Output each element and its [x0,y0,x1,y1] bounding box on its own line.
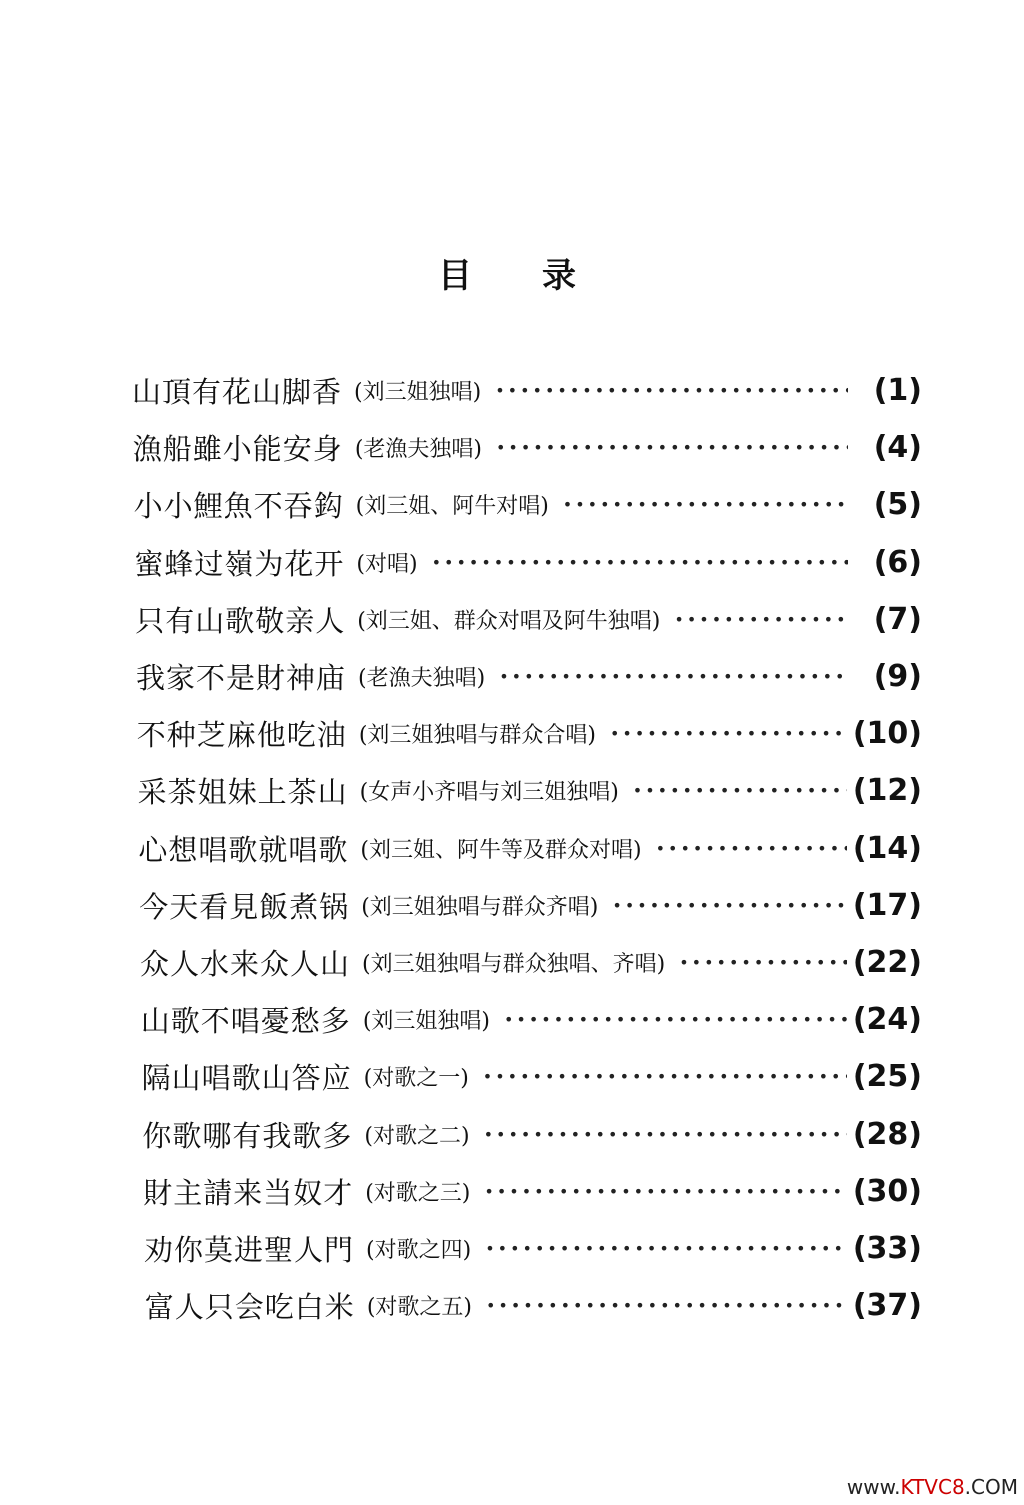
song-title: 众人水来众人山 [140,946,351,981]
dot-leader [504,1010,847,1029]
page-number: (1) [873,373,922,409]
page-number: (4) [873,430,922,466]
dot-leader [633,781,847,800]
song-title: 采茶姐妹上茶山 [137,775,348,810]
song-title: 財主請来当奴才 [143,1175,354,1210]
toc-entry[interactable] [132,991,922,1048]
dot-leader [610,724,847,743]
song-title: 我家不是財神庙 [136,661,347,696]
toc-entry[interactable] [132,591,922,648]
page-number: (25) [852,1059,922,1095]
watermark [847,1475,1018,1499]
toc-entry[interactable] [132,877,922,934]
table-of-contents [132,362,922,1334]
watermark-brand: KTVC8 [900,1475,965,1499]
performer-note: (老漁夫独唱) [358,666,486,692]
performer-note: (对歌之一) [363,1066,469,1092]
song-title: 心想唱歌就唱歌 [138,832,349,867]
song-title: 漁船雖小能安身 [132,432,343,467]
dot-leader [679,953,847,972]
dot-leader [656,839,847,858]
page-number: (6) [873,544,922,580]
performer-note: (刘三姐、阿牛对唱) [355,494,549,520]
toc-entry[interactable] [132,419,922,476]
page-number: (14) [852,830,922,866]
performer-note: (女声小齐唱与刘三姐独唱) [359,780,619,806]
page-title: 目录 [438,256,646,296]
toc-entry[interactable] [132,934,922,991]
watermark-prefix: www. [846,1475,901,1499]
song-title: 你歌哪有我歌多 [142,1118,353,1153]
performer-note: (刘三姐独唱与群众独唱、齐唱) [362,951,666,977]
song-title: 劝你莫进聖人門 [144,1232,355,1267]
dot-leader [432,553,848,572]
performer-note: (刘三姐、群众对唱及阿牛独唱) [357,608,661,634]
dot-leader [486,1296,847,1315]
song-title: 山頂有花山脚香 [132,375,343,410]
dot-leader [563,495,848,514]
dot-leader [674,610,848,629]
dot-leader [612,896,846,915]
performer-note: (对歌之四) [366,1237,472,1263]
dot-leader [495,381,848,400]
song-title: 小小鯉魚不吞鈎 [133,489,344,524]
page-number: (10) [852,716,922,752]
performer-note: (刘三姐独唱与群众齐唱) [361,894,599,920]
toc-entry[interactable] [132,1105,922,1162]
song-title: 只有山歌敬亲人 [135,603,346,638]
performer-note: (刘三姐、阿牛等及群众对唱) [360,837,642,863]
toc-entry[interactable] [132,1220,922,1277]
performer-note: (刘三姐独唱) [362,1009,490,1035]
dot-leader [484,1182,846,1201]
toc-entry[interactable] [132,762,922,819]
watermark-suffix: .COM [964,1475,1018,1499]
performer-note: (对唱) [356,551,418,577]
performer-note: (对歌之二) [364,1123,470,1149]
dot-leader [483,1067,847,1086]
page-number: (12) [852,773,922,809]
toc-entry[interactable] [132,476,922,533]
toc-entry[interactable] [132,648,922,705]
performer-note: (对歌之三) [365,1180,471,1206]
page-number: (9) [873,659,922,695]
dot-leader [496,438,848,457]
page-number: (17) [852,887,922,923]
song-title: 隔山唱歌山答应 [141,1061,352,1096]
toc-entry[interactable] [132,362,922,419]
dot-leader [484,1125,847,1144]
song-title: 蜜蜂过嶺为花开 [134,546,345,581]
song-title: 不种芝麻他吃油 [136,718,347,753]
page-number: (22) [852,944,922,980]
toc-entry[interactable] [132,1163,922,1220]
page-number: (7) [873,601,922,637]
dot-leader [499,667,848,686]
performer-note: (刘三姐独唱与群众合唱) [358,723,596,749]
page-number: (37) [852,1288,922,1324]
page-number: (5) [873,487,922,523]
page-number: (33) [852,1230,922,1266]
toc-entry[interactable] [132,705,922,762]
toc-entry[interactable] [132,820,922,877]
toc-entry[interactable] [132,534,922,591]
page-number: (30) [852,1173,922,1209]
page-number: (24) [852,1002,922,1038]
dot-leader [485,1239,847,1258]
toc-entry[interactable] [132,1277,922,1334]
toc-entry[interactable] [132,1048,922,1105]
song-title: 今天看見飯煮锅 [139,889,350,924]
performer-note: (老漁夫独唱) [354,437,482,463]
performer-note: (刘三姐独唱) [354,380,482,406]
performer-note: (对歌之五) [366,1295,472,1321]
page-number: (28) [852,1116,922,1152]
song-title: 山歌不唱憂愁多 [140,1004,351,1039]
song-title: 富人只会吃白米 [144,1290,355,1325]
